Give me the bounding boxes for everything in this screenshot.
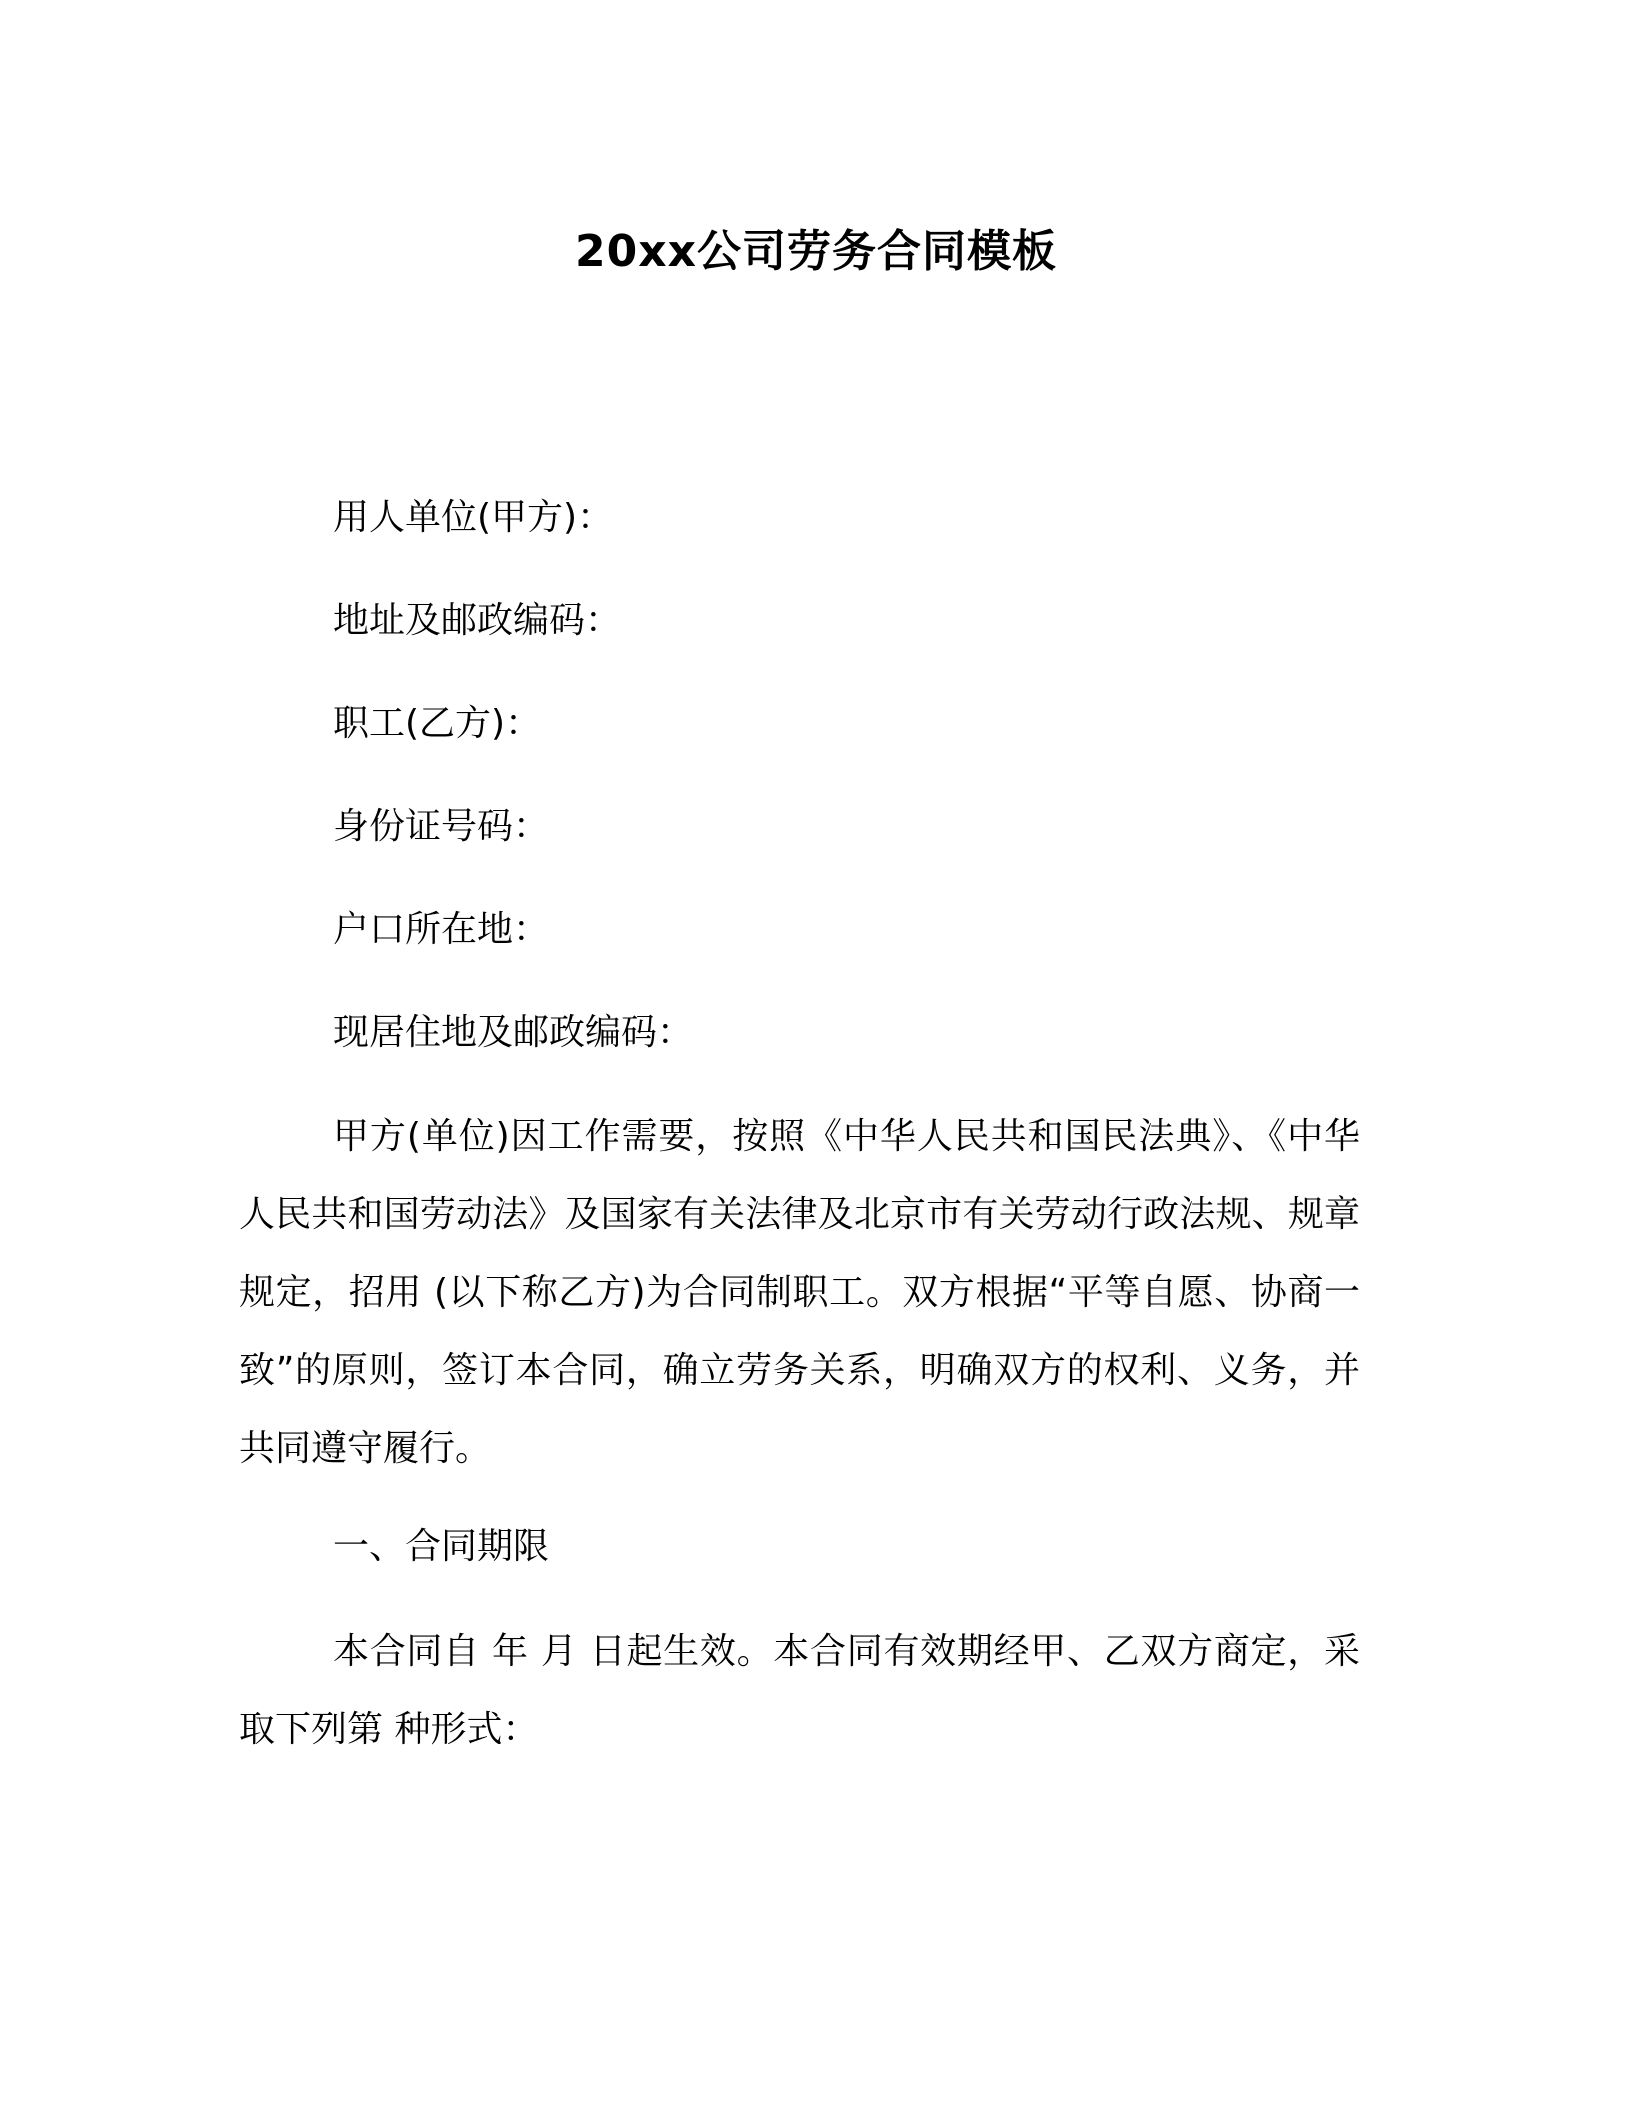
section-body-contract-term: 本合同自 年 月 日起生效。本合同有效期经甲、乙双方商定，采取下列第 种形式： (239, 1631, 1360, 1750)
field-household-registration: 户口所在地： (333, 909, 550, 950)
preamble-paragraph: 甲方(单位)因工作需要，按照《中华人民共和国民法典》、《中华人民共和国劳动法》及国家有关法律及北京市有关劳动行政法规、规章规定，招用 (以下称乙方)为合同制职工。双方根据“平等自愿、协商一致”的原则，签订本合同，确立劳务关系，明确双方的权利、义务，并共同遵守履行。 (239, 1116, 1360, 1469)
field-id-number: 身份证号码： (333, 806, 550, 847)
field-employee: 职工(乙方)： (333, 703, 542, 744)
field-residence-postcode: 现居住地及邮政编码： (333, 1012, 694, 1053)
field-employer: 用人单位(甲方)： (333, 497, 614, 538)
field-address-postcode: 地址及邮政编码： (333, 600, 622, 641)
document-title: 20xx公司劳务合同模板 (575, 226, 1057, 277)
section-heading-contract-term: 一、合同期限 (333, 1526, 550, 1567)
